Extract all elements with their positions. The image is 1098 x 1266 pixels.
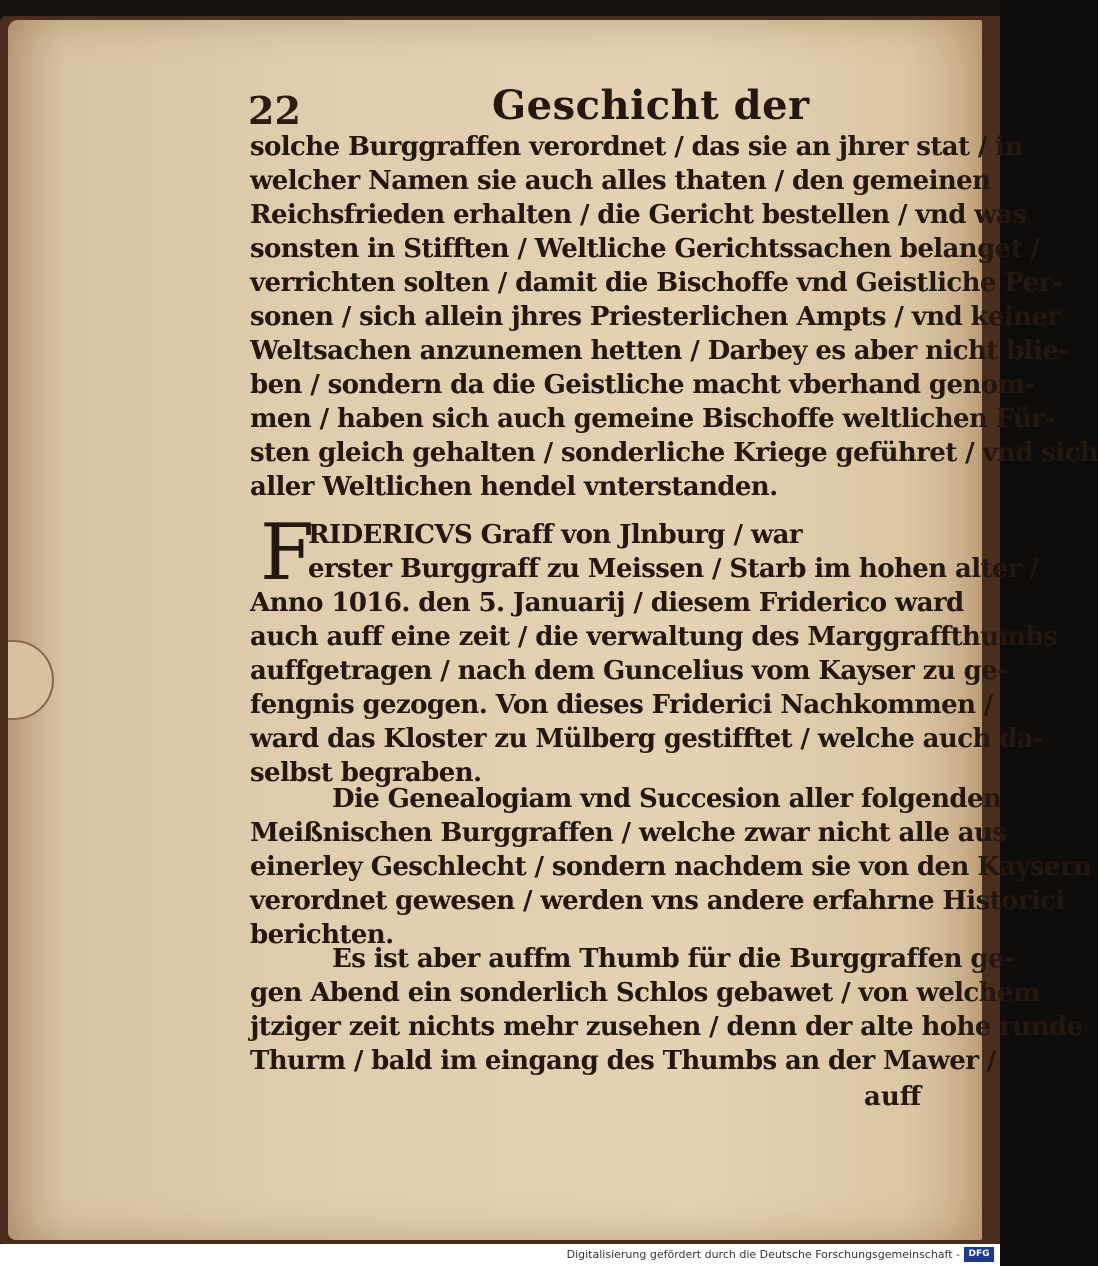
text-line: welcher Namen sie auch alles thaten / den gemeinen: [250, 166, 991, 196]
text-line: jtziger zeit nichts mehr zusehen / denn der alte hohe runde: [250, 1012, 1083, 1042]
text-line: Reichsfrieden erhalten / die Gericht bestellen / vnd was: [250, 200, 1027, 230]
page-number: 22: [248, 88, 301, 133]
text-line: Es ist aber auffm Thumb für die Burggraffen ge-: [332, 944, 1015, 974]
text-line: aller Weltlichen hendel vnterstanden.: [250, 472, 778, 502]
text-line: berichten.: [250, 920, 394, 950]
text-line: auch auff eine zeit / die verwaltung des Marggraffthumbs: [250, 622, 1058, 652]
book-binding: [0, 16, 1098, 1246]
text-line: Anno 1016. den 5. Januarij / diesem Friderico ward: [250, 588, 964, 618]
text-line: sten gleich gehalten / sonderliche Kriege geführet / vnd sich: [250, 438, 1098, 468]
text-line: Meißnischen Burggraffen / welche zwar nicht alle aus: [250, 818, 1007, 848]
text-line: Die Genealogiam vnd Succesion aller folgenden: [332, 784, 1002, 814]
text-line: erster Burggraff zu Meissen / Starb im hohen alter /: [308, 554, 1039, 584]
text-line: fengnis gezogen. Von dieses Friderici Nachkommen /: [250, 690, 993, 720]
paragraph-4: [250, 942, 1083, 1078]
text-line: selbst begraben.: [250, 758, 482, 788]
text-line: einerley Geschlecht / sondern nachdem sie von den Kaysern: [250, 852, 1092, 882]
text-line: auffgetragen / nach dem Guncelius vom Kayser zu ge-: [250, 656, 1008, 686]
page-header: [240, 82, 920, 132]
text-line: verordnet gewesen / werden vns andere erfahrne Historici: [250, 886, 1065, 916]
text-line: men / haben sich auch gemeine Bischoffe weltlichen Für-: [250, 404, 1055, 434]
page-clasp: [8, 640, 54, 720]
book-page: [8, 20, 1098, 1240]
paragraph-2: [250, 508, 1058, 790]
text-line: Thurm / bald im eingang des Thumbs an der Mawer /: [250, 1046, 996, 1076]
text-line: RIDERICVS Graff von Jlnburg / war: [308, 520, 802, 550]
running-head: Geschicht der: [492, 82, 810, 129]
text-line: ward das Kloster zu Mülberg gestifftet / welche auch da-: [250, 724, 1044, 754]
text-line: solche Burggraffen verordnet / das sie an jhrer stat / in: [250, 132, 1023, 162]
funding-credit: Digitalisierung gefördert durch die Deutsche Forschungsgemeinschaft -: [566, 1248, 960, 1261]
text-line: verrichten solten / damit die Bischoffe vnd Geistliche Per-: [250, 268, 1062, 298]
dfg-logo-icon: DFG: [964, 1247, 994, 1262]
text-line: Weltsachen anzunemen hetten / Darbey es aber nicht blie-: [250, 336, 1069, 366]
text-line: gen Abend ein sonderlich Schlos gebawet / von welchem: [250, 978, 1040, 1008]
paragraph-1: [250, 130, 1098, 504]
text-line: sonen / sich allein jhres Priesterlichen Ampts / vnd keiner: [250, 302, 1061, 332]
catchword: auff: [864, 1082, 922, 1112]
funding-footer: [0, 1244, 1000, 1266]
drop-cap: F: [260, 508, 315, 598]
text-line: sonsten in Stifften / Weltliche Gerichtssachen belanget /: [250, 234, 1040, 264]
text-line: ben / sondern da die Geistliche macht vberhand genom-: [250, 370, 1035, 400]
paragraph-3: [250, 782, 1092, 952]
